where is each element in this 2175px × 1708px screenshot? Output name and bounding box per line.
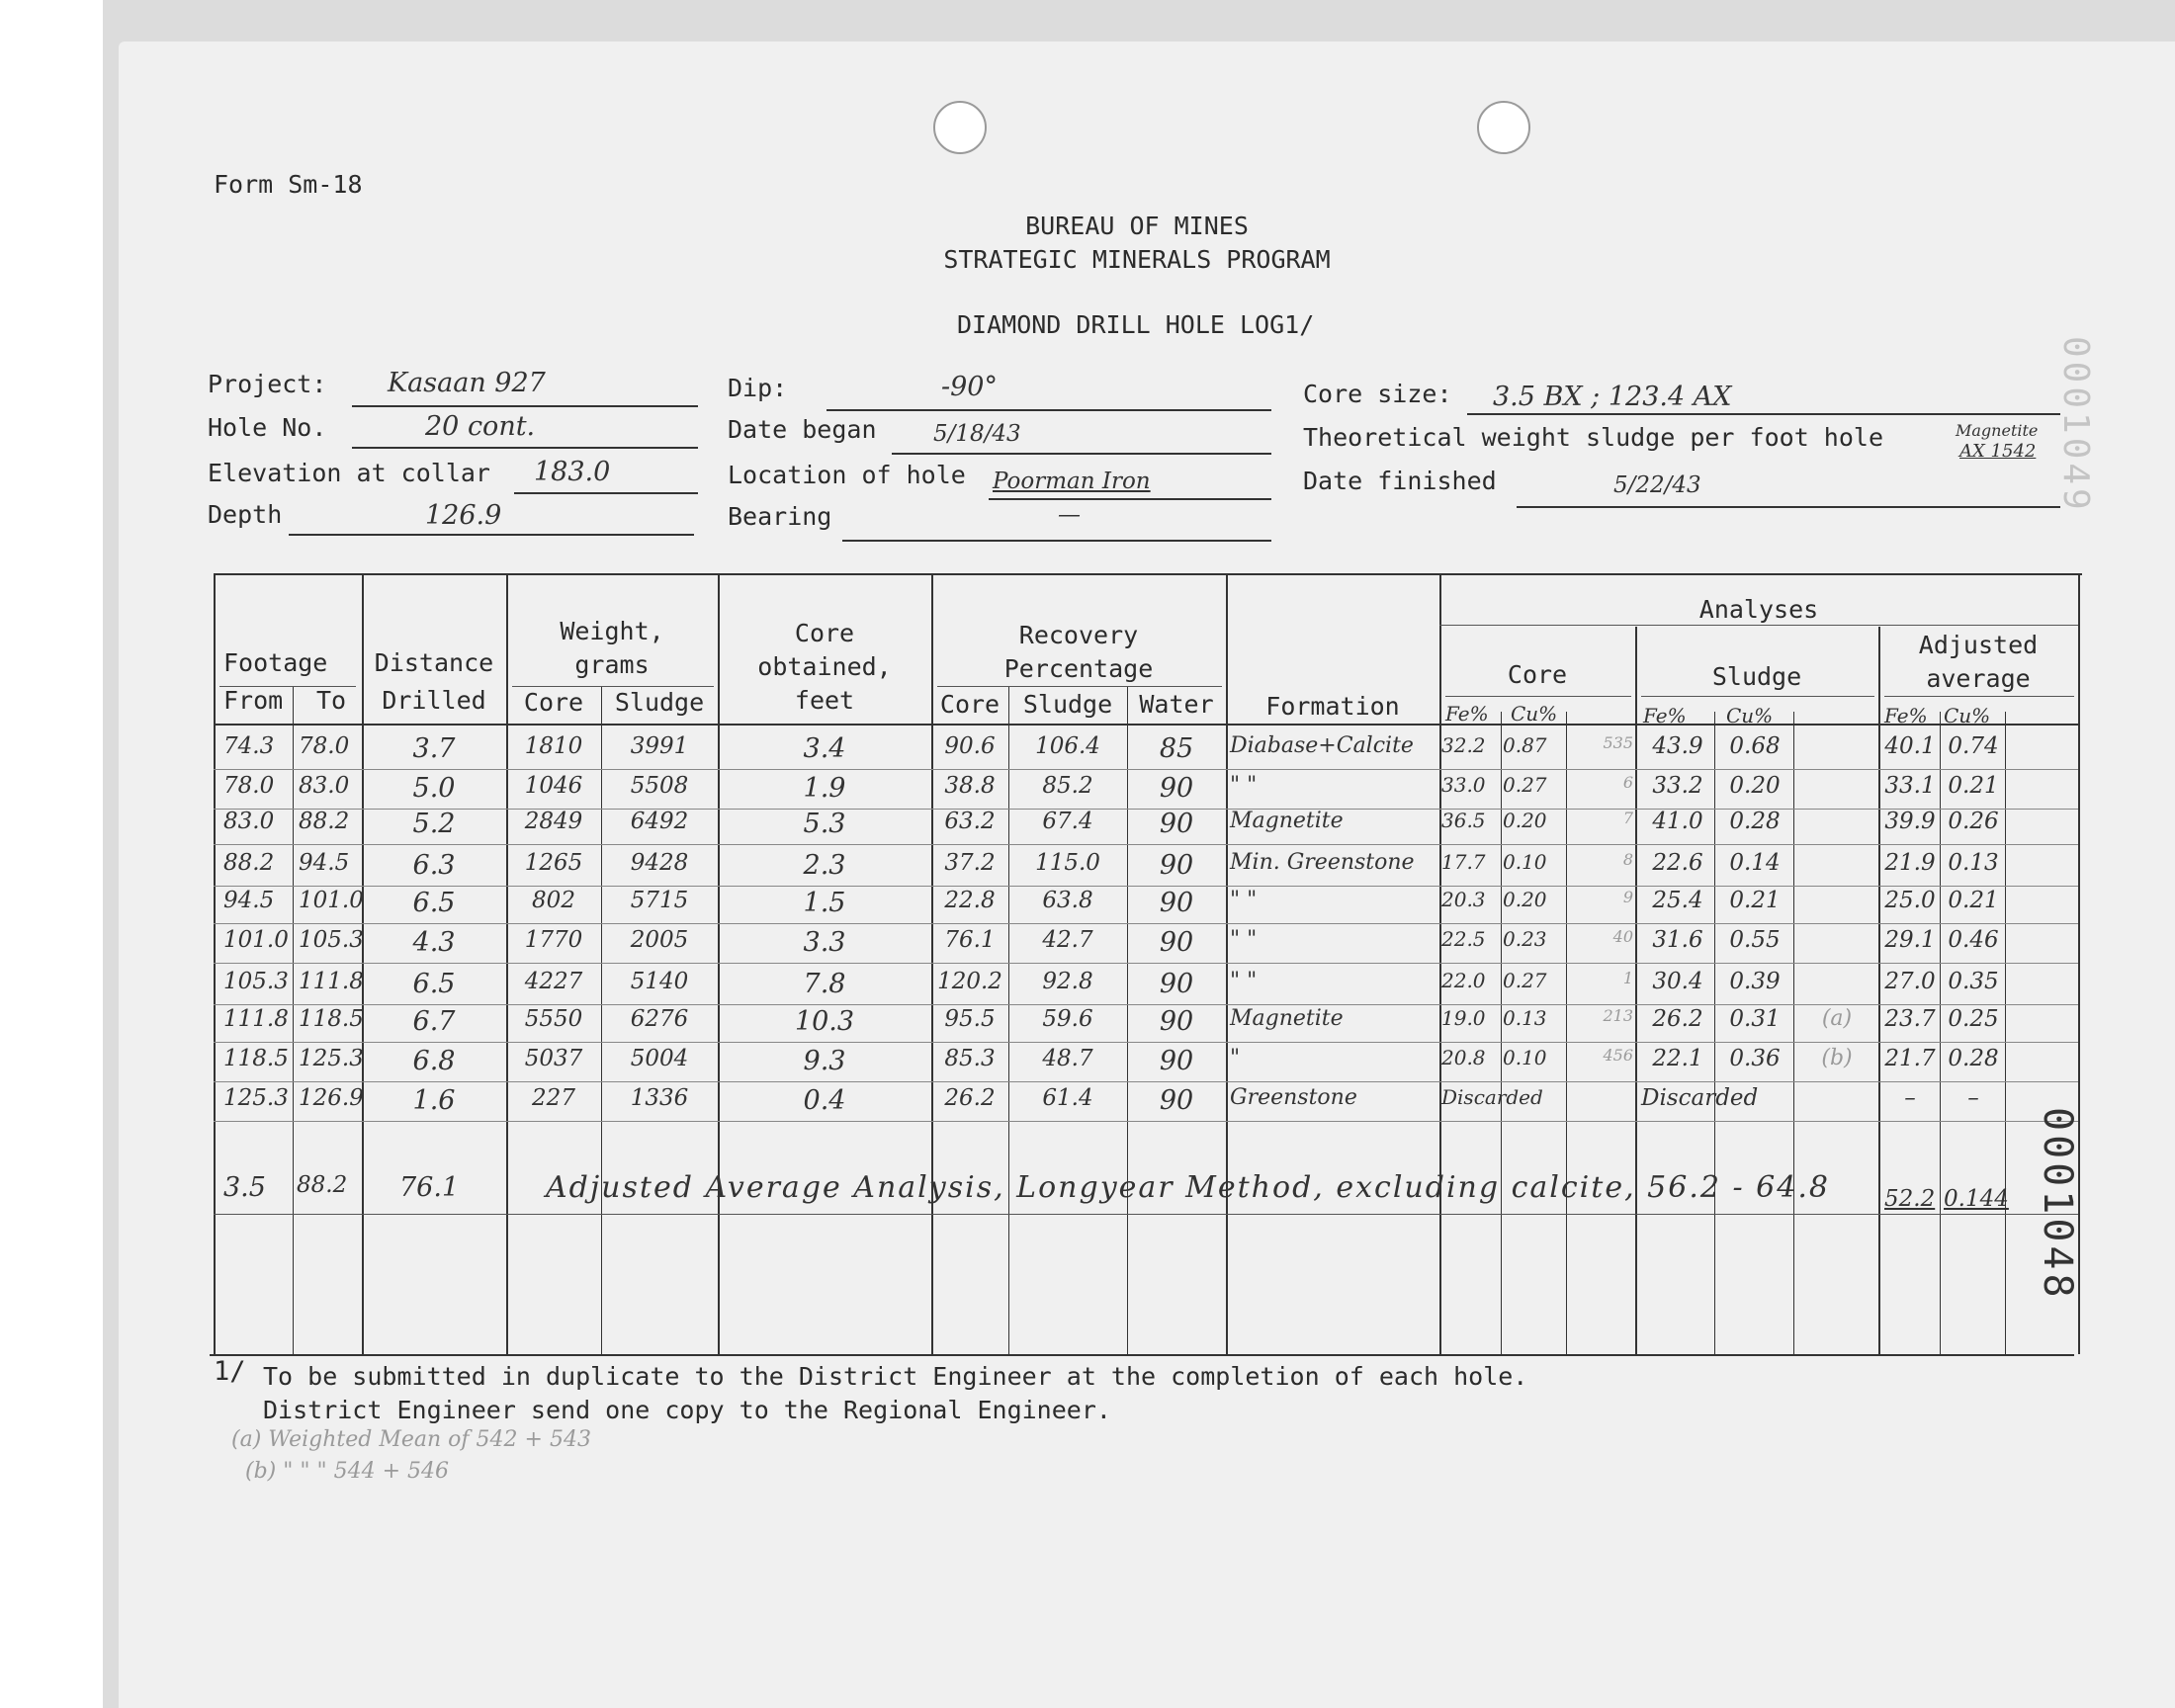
cell-formation: " " [1230,927,1258,952]
cell-rsludge: 115.0 [1035,850,1100,876]
hole-value: 20 cont. [425,411,536,442]
th-sludge-cu: Cu% [1726,704,1774,727]
th-adj-fe: Fe% [1884,704,1928,727]
cell-to: 101.0 [299,888,364,913]
th-core-obtained-3: feet [794,686,855,715]
cell-afe: 21.9 [1884,850,1936,876]
cell-obtained: 5.3 [803,809,846,839]
date-finished-value: 5/22/43 [1613,472,1701,498]
cell-obtained: 0.4 [803,1085,846,1116]
cell-acu: 0.21 [1948,888,1999,913]
cell-wsludge: 6492 [630,809,689,834]
footnote-marker: 1/ [214,1356,246,1387]
cell-obtained: 3.3 [803,927,846,958]
cell-afe: 39.9 [1884,809,1936,834]
cell-from: 101.0 [223,927,289,953]
dip-label: Dip: [728,374,788,402]
cell-from: 78.0 [223,773,275,799]
cell-formation: Min. Greenstone [1230,850,1415,875]
dip-value: -90° [941,372,998,402]
header-agency: BUREAU OF MINES [1025,212,1249,240]
cell-formation: Diabase+Calcite [1230,733,1414,758]
cell-acu: 0.21 [1948,773,1999,799]
th-core-cu: Cu% [1511,702,1558,726]
th-weight-core: Core [523,688,584,717]
date-began-value: 5/18/43 [933,421,1021,447]
cell-dist: 6.7 [412,1006,456,1037]
elevation-label: Elevation at collar [208,459,490,487]
cell-rsludge: 61.4 [1042,1085,1093,1111]
cell-sample: 535 [1603,733,1633,752]
location-label: Location of hole [728,461,966,489]
cell-rcore: 26.2 [944,1085,996,1111]
th-footage: Footage [223,648,328,677]
cell-afe: 33.1 [1884,773,1936,799]
cell-from: 94.5 [223,888,275,913]
location-underline [989,498,1271,500]
th-an-sludge: Sludge [1711,662,1802,691]
cell-to: 88.2 [299,809,350,834]
cell-to: 126.9 [299,1085,364,1111]
cell-dist: 1.6 [412,1085,456,1116]
th-drilled: Drilled [382,686,486,715]
table-bottom-border [210,1354,2074,1356]
date-finished-underline [1517,506,2060,508]
table-row-line [214,1081,2078,1082]
summary-to: 88.2 [297,1172,348,1198]
cell-acu: 0.26 [1948,809,1999,834]
header-title [957,310,1314,339]
cell-wcore: 2849 [524,809,583,834]
th-rec-core: Core [939,690,1000,719]
cell-rcore: 38.8 [944,773,996,799]
project-label: Project: [208,370,327,398]
cell-ccu: 0.13 [1503,1006,1547,1030]
cell-scu: 0.55 [1729,927,1781,953]
cell-obtained: 1.5 [803,888,846,918]
cell-rcore: 22.8 [944,888,996,913]
cell-afe: 21.7 [1884,1046,1936,1071]
cell-acu: 0.13 [1948,850,1999,876]
cell-cfe: 32.2 [1441,733,1486,757]
cell-rwater: 90 [1159,927,1194,958]
cell-wcore: 1265 [524,850,583,876]
cell-rsludge: 67.4 [1042,809,1093,834]
cell-sample: 213 [1603,1006,1633,1025]
cell-rsludge: 48.7 [1042,1046,1093,1071]
th-recovery-1: Recovery [1018,621,1139,649]
cell-formation: " " [1230,773,1258,798]
cell-wcore: 227 [532,1085,575,1111]
cell-to: 105.3 [299,927,364,953]
header-title-footnote: 1/ [1284,310,1315,339]
cell-formation: " " [1230,969,1258,993]
cell-wsludge: 9428 [630,850,689,876]
core-size-underline [1467,413,2060,415]
cell-formation: " [1230,1046,1241,1070]
bearing-underline [842,540,1271,542]
cell-afe: 23.7 [1884,1006,1936,1032]
cell-ccu: 0.27 [1503,969,1547,992]
cell-cfe: 36.5 [1441,809,1486,832]
cell-rwater: 90 [1159,850,1194,881]
date-began-underline [892,453,1271,455]
hole-label: Hole No. [208,413,327,442]
summary-text: Adjusted Average Analysis, Longyear Method, excluding calcite, 56.2 - 64.8 [546,1170,1830,1205]
footnote-line-1: To be submitted in duplicate to the District Engineer at the completion of each hole. [263,1362,1528,1391]
cell-scu: 0.39 [1729,969,1781,994]
cell-rcore: 85.3 [944,1046,996,1071]
cell-rcore: 63.2 [944,809,996,834]
cell-wcore: 1046 [524,773,583,799]
date-began-label: Date began [728,415,877,444]
cell-scu: 0.14 [1729,850,1781,876]
th-an-core: Core [1507,660,1568,689]
cell-dist: 3.7 [412,733,456,764]
pencil-note-b: (b) " " " 544 + 546 [245,1459,449,1484]
cell-cfe: 20.8 [1441,1046,1486,1069]
cell-rcore: 90.6 [944,733,996,759]
date-finished-label: Date finished [1303,467,1497,495]
cell-rwater: 90 [1159,809,1194,839]
th-recovery-2: Percentage [1003,654,1154,683]
cell-dist: 6.3 [412,850,456,881]
cell-from: 111.8 [223,1006,289,1032]
cell-afe: – [1904,1085,1916,1111]
cell-sfe: 26.2 [1652,1006,1703,1032]
pencil-note-a: (a) Weighted Mean of 542 + 543 [231,1427,591,1452]
col-line-6 [1439,573,1441,1354]
cell-wsludge: 5004 [630,1046,689,1071]
cell-from: 105.3 [223,969,289,994]
footnote-line-2: District Engineer send one copy to the Regional Engineer. [263,1396,1111,1424]
core-size-label: Core size: [1303,380,1452,408]
th-adjusted-1: Adjusted [1918,631,2039,659]
cell-rwater: 90 [1159,888,1194,918]
cell-sfe: 22.1 [1652,1046,1703,1071]
cell-to: 94.5 [299,850,350,876]
table-row-line [214,963,2078,964]
cell-sample: 40 [1612,927,1633,946]
cell-sample: 1 [1622,969,1633,987]
cell-from: 74.3 [223,733,275,759]
table-row-line [214,1042,2078,1043]
cell-acu: 0.74 [1948,733,1999,759]
header-title-text: DIAMOND DRILL HOLE LOG [957,310,1285,339]
cell-sample: 9 [1622,888,1633,906]
col-line-5 [1226,573,1228,1354]
cell-cfe: 33.0 [1441,773,1486,797]
depth-label: Depth [208,500,283,529]
cell-scu: 0.20 [1729,773,1781,799]
cell-rwater: 90 [1159,1085,1194,1116]
cell-ccu: 0.27 [1503,773,1547,797]
header-bottom-line [214,724,2078,726]
cell-rsludge: 63.8 [1042,888,1093,913]
th-adjusted-2: average [1926,664,2031,693]
th-core-obtained-1: Core [794,619,855,647]
th-analyses: Analyses [1698,595,1819,624]
table-row-line [214,886,2078,887]
cell-ccu: 0.10 [1503,1046,1547,1069]
cell-rsludge: 59.6 [1042,1006,1093,1032]
th-formation: Formation [1265,692,1400,721]
cell-cfe: 19.0 [1441,1006,1486,1030]
cell-acu: 0.46 [1948,927,1999,953]
th-core-fe: Fe% [1445,702,1489,726]
th-core-obtained-2: obtained, [757,652,892,681]
cell-rcore: 95.5 [944,1006,996,1032]
cell-obtained: 1.9 [803,773,846,804]
th-rec-water: Water [1139,690,1214,719]
cell-to: 111.8 [299,969,364,994]
summary-adj-fe: 52.2 [1884,1186,1936,1212]
cell-sfe: 41.0 [1652,809,1703,834]
cell-dist: 6.5 [412,969,456,999]
header-program: STRATEGIC MINERALS PROGRAM [943,245,1331,274]
col-line-from-to [293,686,294,1354]
cell-dist: 5.2 [412,809,456,839]
th-distance: Distance [374,648,494,677]
cell-rwater: 90 [1159,773,1194,804]
bearing-label: Bearing [728,502,832,531]
cell-rwater: 85 [1159,733,1194,764]
adjusted-underline [1884,696,2074,697]
cell-cfe: Discarded [1441,1085,1543,1109]
cell-ccu: 0.87 [1503,733,1547,757]
cell-wsludge: 5508 [630,773,689,799]
th-adj-cu: Cu% [1944,704,1991,727]
cell-from: 83.0 [223,809,275,834]
theoretical-label: Theoretical weight sludge per foot hole [1303,423,1883,452]
cell-sfe: 30.4 [1652,969,1703,994]
cell-sfe: 22.6 [1652,850,1703,876]
cell-to: 83.0 [299,773,350,799]
cell-acu: – [1967,1085,1979,1111]
project-underline [352,405,698,407]
cell-formation: Magnetite [1230,1006,1344,1031]
cell-cfe: 17.7 [1441,850,1486,874]
cell-sample: 8 [1622,850,1633,869]
cell-wcore: 802 [532,888,575,913]
table-row-line [214,923,2078,924]
cell-ccu: 0.10 [1503,850,1547,874]
cell-scu: 0.28 [1729,809,1781,834]
cell-dist: 5.0 [412,773,456,804]
cell-sample: 456 [1603,1046,1633,1065]
cell-rwater: 90 [1159,1006,1194,1037]
table-row-line [214,1121,2078,1122]
core-size-value: 3.5 BX ; 123.4 AX [1493,382,1732,412]
cell-rsludge: 42.7 [1042,927,1093,953]
cell-wsludge: 6276 [630,1006,689,1032]
cell-wsludge: 3991 [630,733,689,759]
cell-from: 118.5 [223,1046,289,1071]
cell-obtained: 9.3 [803,1046,846,1076]
cell-cfe: 22.5 [1441,927,1486,951]
punch-hole-right [1477,101,1530,154]
cell-afe: 25.0 [1884,888,1936,913]
cell-rsludge: 92.8 [1042,969,1093,994]
th-from: From [223,686,284,715]
cell-dist: 4.3 [412,927,456,958]
cell-to: 125.3 [299,1046,364,1071]
cell-rsludge: 85.2 [1042,773,1093,799]
th-weight: Weight, [560,617,664,645]
cell-obtained: 10.3 [794,1006,855,1037]
table-row-line [214,844,2078,845]
cell-ccu: 0.20 [1503,809,1547,832]
cell-rcore: 120.2 [937,969,1002,994]
cell-formation: Greenstone [1230,1085,1357,1110]
bearing-value: — [1058,502,1081,528]
elevation-underline [514,492,698,494]
depth-underline [289,534,694,536]
theoretical-value-bottom: AX 1542 [1959,441,2037,462]
th-weight-sludge: Sludge [614,688,705,717]
cell-scu: 0.36 [1729,1046,1781,1071]
th-rec-sludge: Sludge [1022,690,1113,719]
recovery-underline [937,686,1222,687]
cell-wsludge: 5715 [630,888,689,913]
summary-distance: 76.1 [399,1172,460,1203]
table-row-line [214,1004,2078,1005]
cell-acu: 0.25 [1948,1006,1999,1032]
cell-obtained: 7.8 [803,969,846,999]
cell-rwater: 90 [1159,1046,1194,1076]
th-grams: grams [574,650,650,679]
cell-rsludge: 106.4 [1035,733,1100,759]
summary-bottom-line [214,1214,2078,1215]
th-to: To [316,686,347,715]
table-top-border [214,573,2082,575]
cell-afe: 29.1 [1884,927,1936,953]
cell-scu: 0.68 [1729,733,1781,759]
cell-sfe: 33.2 [1652,773,1703,799]
cell-obtained: 2.3 [803,850,846,881]
an-sludge-underline [1641,696,1874,697]
cell-from: 125.3 [223,1085,289,1111]
cell-wcore: 1770 [524,927,583,953]
cell-wsludge: 2005 [630,927,689,953]
cell-rcore: 37.2 [944,850,996,876]
hole-underline [352,447,698,449]
cell-note: (a) [1821,1006,1853,1031]
form-id: Form Sm-18 [214,170,363,199]
cell-sfe: 31.6 [1652,927,1703,953]
cell-wcore: 1810 [524,733,583,759]
cell-wcore: 5550 [524,1006,583,1032]
cell-dist: 6.5 [412,888,456,918]
cell-cfe: 20.3 [1441,888,1486,911]
location-value: Poorman Iron [993,469,1151,494]
document-stamp-number: 0001048 [2035,1107,2080,1302]
cell-to: 78.0 [299,733,350,759]
cell-dist: 6.8 [412,1046,456,1076]
elevation-value: 183.0 [534,457,611,487]
cell-ccu: 0.23 [1503,927,1547,951]
analyses-underline [1439,625,2078,626]
depth-value: 126.9 [425,500,502,531]
cell-rwater: 90 [1159,969,1194,999]
col-line-7 [1635,627,1637,1354]
cell-sfe: Discarded [1641,1085,1759,1111]
cell-rcore: 76.1 [944,927,996,953]
cell-wsludge: 1336 [630,1085,689,1111]
cell-scu: 0.31 [1729,1006,1781,1032]
cell-cfe: 22.0 [1441,969,1486,992]
cell-from: 88.2 [223,850,275,876]
cell-acu: 0.35 [1948,969,1999,994]
cell-wsludge: 5140 [630,969,689,994]
project-value: Kasaan 927 [388,368,546,398]
summary-from: 3.5 [223,1172,266,1203]
cell-wcore: 5037 [524,1046,583,1071]
th-sludge-fe: Fe% [1643,704,1687,727]
punch-hole-left [933,101,987,154]
cell-sfe: 43.9 [1652,733,1703,759]
cell-note: (b) [1821,1046,1853,1070]
cell-formation: Magnetite [1230,809,1344,833]
col-line-0 [214,573,216,1354]
cell-wcore: 4227 [524,969,583,994]
an-core-underline [1445,696,1631,697]
cell-to: 118.5 [299,1006,364,1032]
cell-obtained: 3.4 [803,733,846,764]
faint-stamp-number: 0001049 [2055,336,2096,514]
cell-formation: " " [1230,888,1258,912]
theoretical-value-top: Magnetite [1956,421,2039,440]
cell-sample: 6 [1622,773,1633,792]
cell-sfe: 25.4 [1652,888,1703,913]
cell-ccu: 0.20 [1503,888,1547,911]
summary-adj-cu: 0.144 [1944,1186,2009,1212]
cell-acu: 0.28 [1948,1046,1999,1071]
cell-afe: 40.1 [1884,733,1936,759]
cell-afe: 27.0 [1884,969,1936,994]
cell-sample: 7 [1622,809,1633,827]
table-row-line [214,769,2078,770]
dip-underline [826,409,1271,411]
weight-underline [512,686,714,687]
cell-scu: 0.21 [1729,888,1781,913]
